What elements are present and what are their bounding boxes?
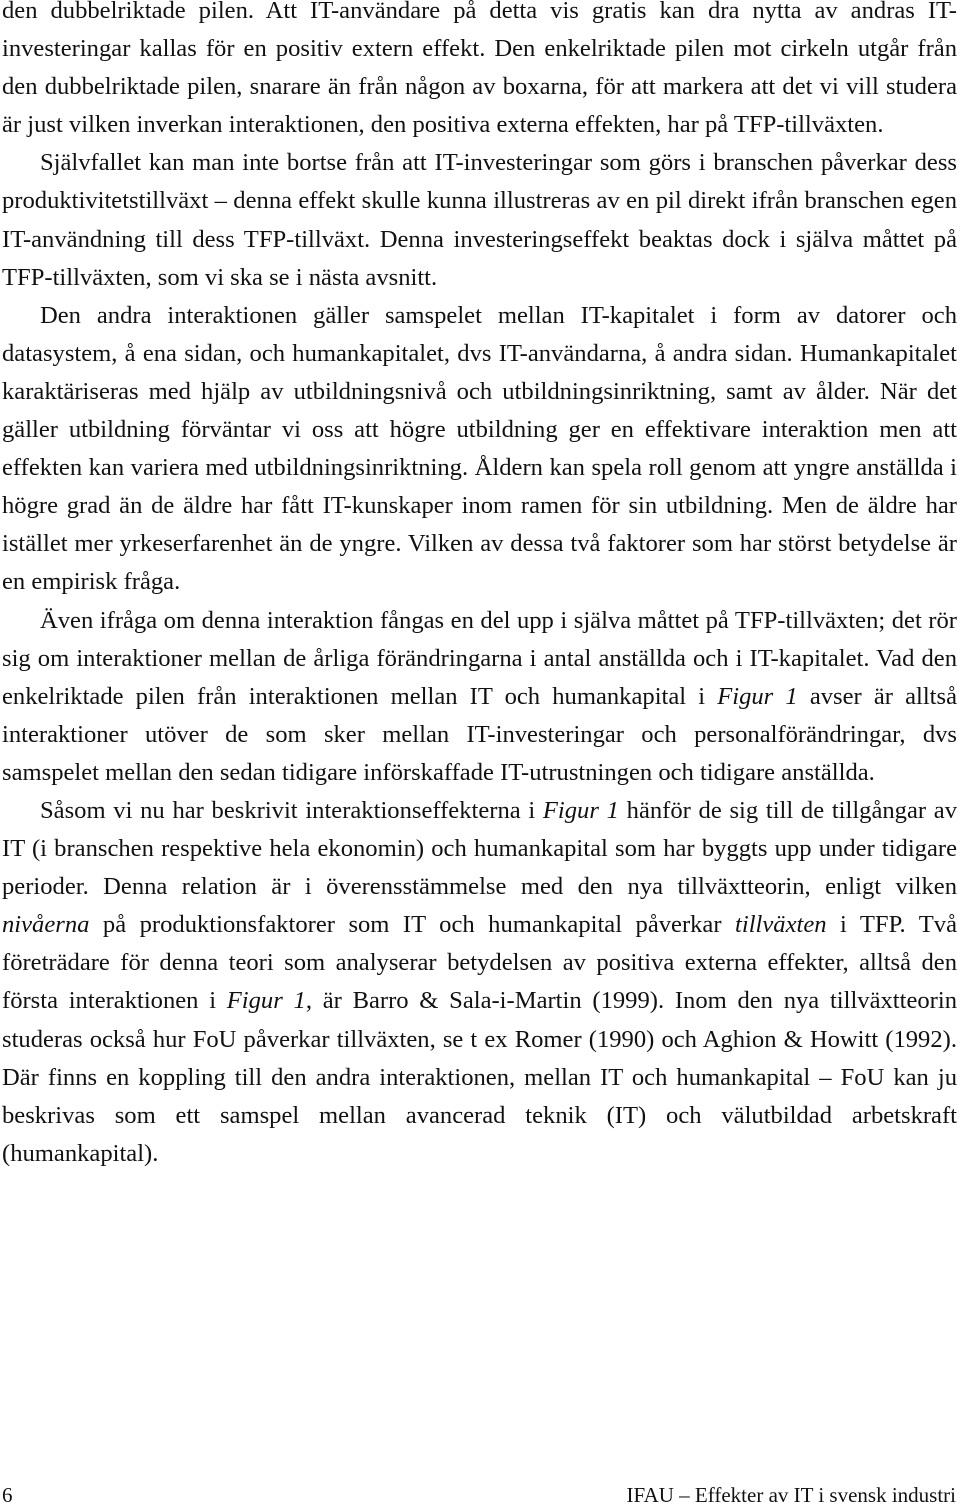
paragraph	[2, 144, 957, 296]
text-run: på produktionsfaktorer som IT och humankapital påverkar	[89, 911, 736, 939]
text-run: Den andra interaktionen gäller samspelet mellan IT-kapitalet i form av datorer och datasystem, å ena sidan, och humankapitalet, dvs IT-användarna, å andra sidan. Humankapitalet karaktäriseras med hjälp av utbildningsnivå och utbildningsinriktning, samt av ålder. När det gäller utbildning förväntar vi oss att högre utbildning ger en effektivare interaktion men att effekten kan variera med utbildningsinriktning. Åldern kan spela roll genom att yngre anställda i högre grad än de äldre har fått IT-kunskaper inom ramen för sin utbildning. Men de äldre har istället mer yrkeserfarenhet än de yngre. Vilken av dessa två faktorer som har störst betydelse är en empirisk fråga.	[2, 301, 957, 596]
text-run: hänför de sig till de tillgångar av IT (i branschen respektive hela ekonomin) och humankapital som har byggts upp under tidigare perioder. Denna relation är i överensstämmelse med den nya tillväxtteorin, enligt vilken	[2, 796, 958, 901]
paragraph	[2, 297, 957, 602]
page-footer	[2, 1480, 956, 1510]
italic-text: Figur 1	[226, 987, 306, 1015]
running-title: IFAU – Effekter av IT i svensk industri	[626, 1483, 956, 1507]
text-run: i TFP. Två företrädare för denna teori som analyserar betydelsen av positiva externa effekter, alltså den första interaktionen i	[2, 911, 957, 1015]
text-run: , är Barro & Sala-i-Martin (1999). Inom den nya tillväxtteorin studeras också hur FoU påverkar tillväxten, se t ex Romer (1990) och Aghion & Howitt (1992). Där finns en koppling till den andra interaktionen, mellan IT och humankapital – FoU kan ju beskrivas som ett samspel mellan avancerad teknik (IT) och välutbildad arbetskraft (humankapital).	[2, 987, 957, 1167]
italic-text: tillväxten	[735, 911, 827, 939]
text-run: avser är alltså interaktioner utöver de som sker mellan IT-investeringar och personalförändringar, dvs samspelet mellan den sedan tidigare införskaffade IT-utrustningen och tidigare anställda.	[2, 682, 958, 786]
text-run: den dubbelriktade pilen. Att IT-användare på detta vis gratis kan dra nytta av andras IT-investeringar kallas för en positiv extern effekt. Den enkelriktade pilen mot cirkeln utgår från den dubbelriktade pilen, snarare än från någon av boxarna, för att markera att det vi vill studera är just vilken inverkan interaktionen, den positiva externa effekten, har på TFP-tillväxten.	[2, 0, 957, 139]
page-number: 6	[2, 1483, 13, 1507]
paragraph	[2, 602, 957, 792]
paragraph	[2, 0, 957, 144]
italic-text: Figur 1	[542, 796, 619, 824]
text-run: Även ifråga om denna interaktion fångas en del upp i själva måttet på TFP-tillväxten; det rör sig om interaktioner mellan de årliga förändringarna i antal anställda och i IT-kapitalet. Vad den enkelriktade pilen från interaktionen mellan IT och humankapital i	[2, 606, 957, 710]
italic-text: nivåerna	[2, 911, 90, 939]
text-run: Såsom vi nu har beskrivit interaktionseffekterna i	[40, 796, 543, 824]
text-run: Självfallet kan man inte bortse från att IT-investeringar som görs i branschen påverkar dess produktivitetstillväxt – denna effekt skulle kunna illustreras av en pil direkt ifrån branschen egen IT-användning till dess TFP-tillväxt. Denna investeringseffekt beaktas dock i själva måttet på TFP-tillväxten, som vi ska se i nästa avsnitt.	[2, 149, 957, 291]
document-page	[2, 0, 957, 1173]
paragraph	[2, 792, 957, 1173]
italic-text: Figur 1	[717, 682, 798, 710]
